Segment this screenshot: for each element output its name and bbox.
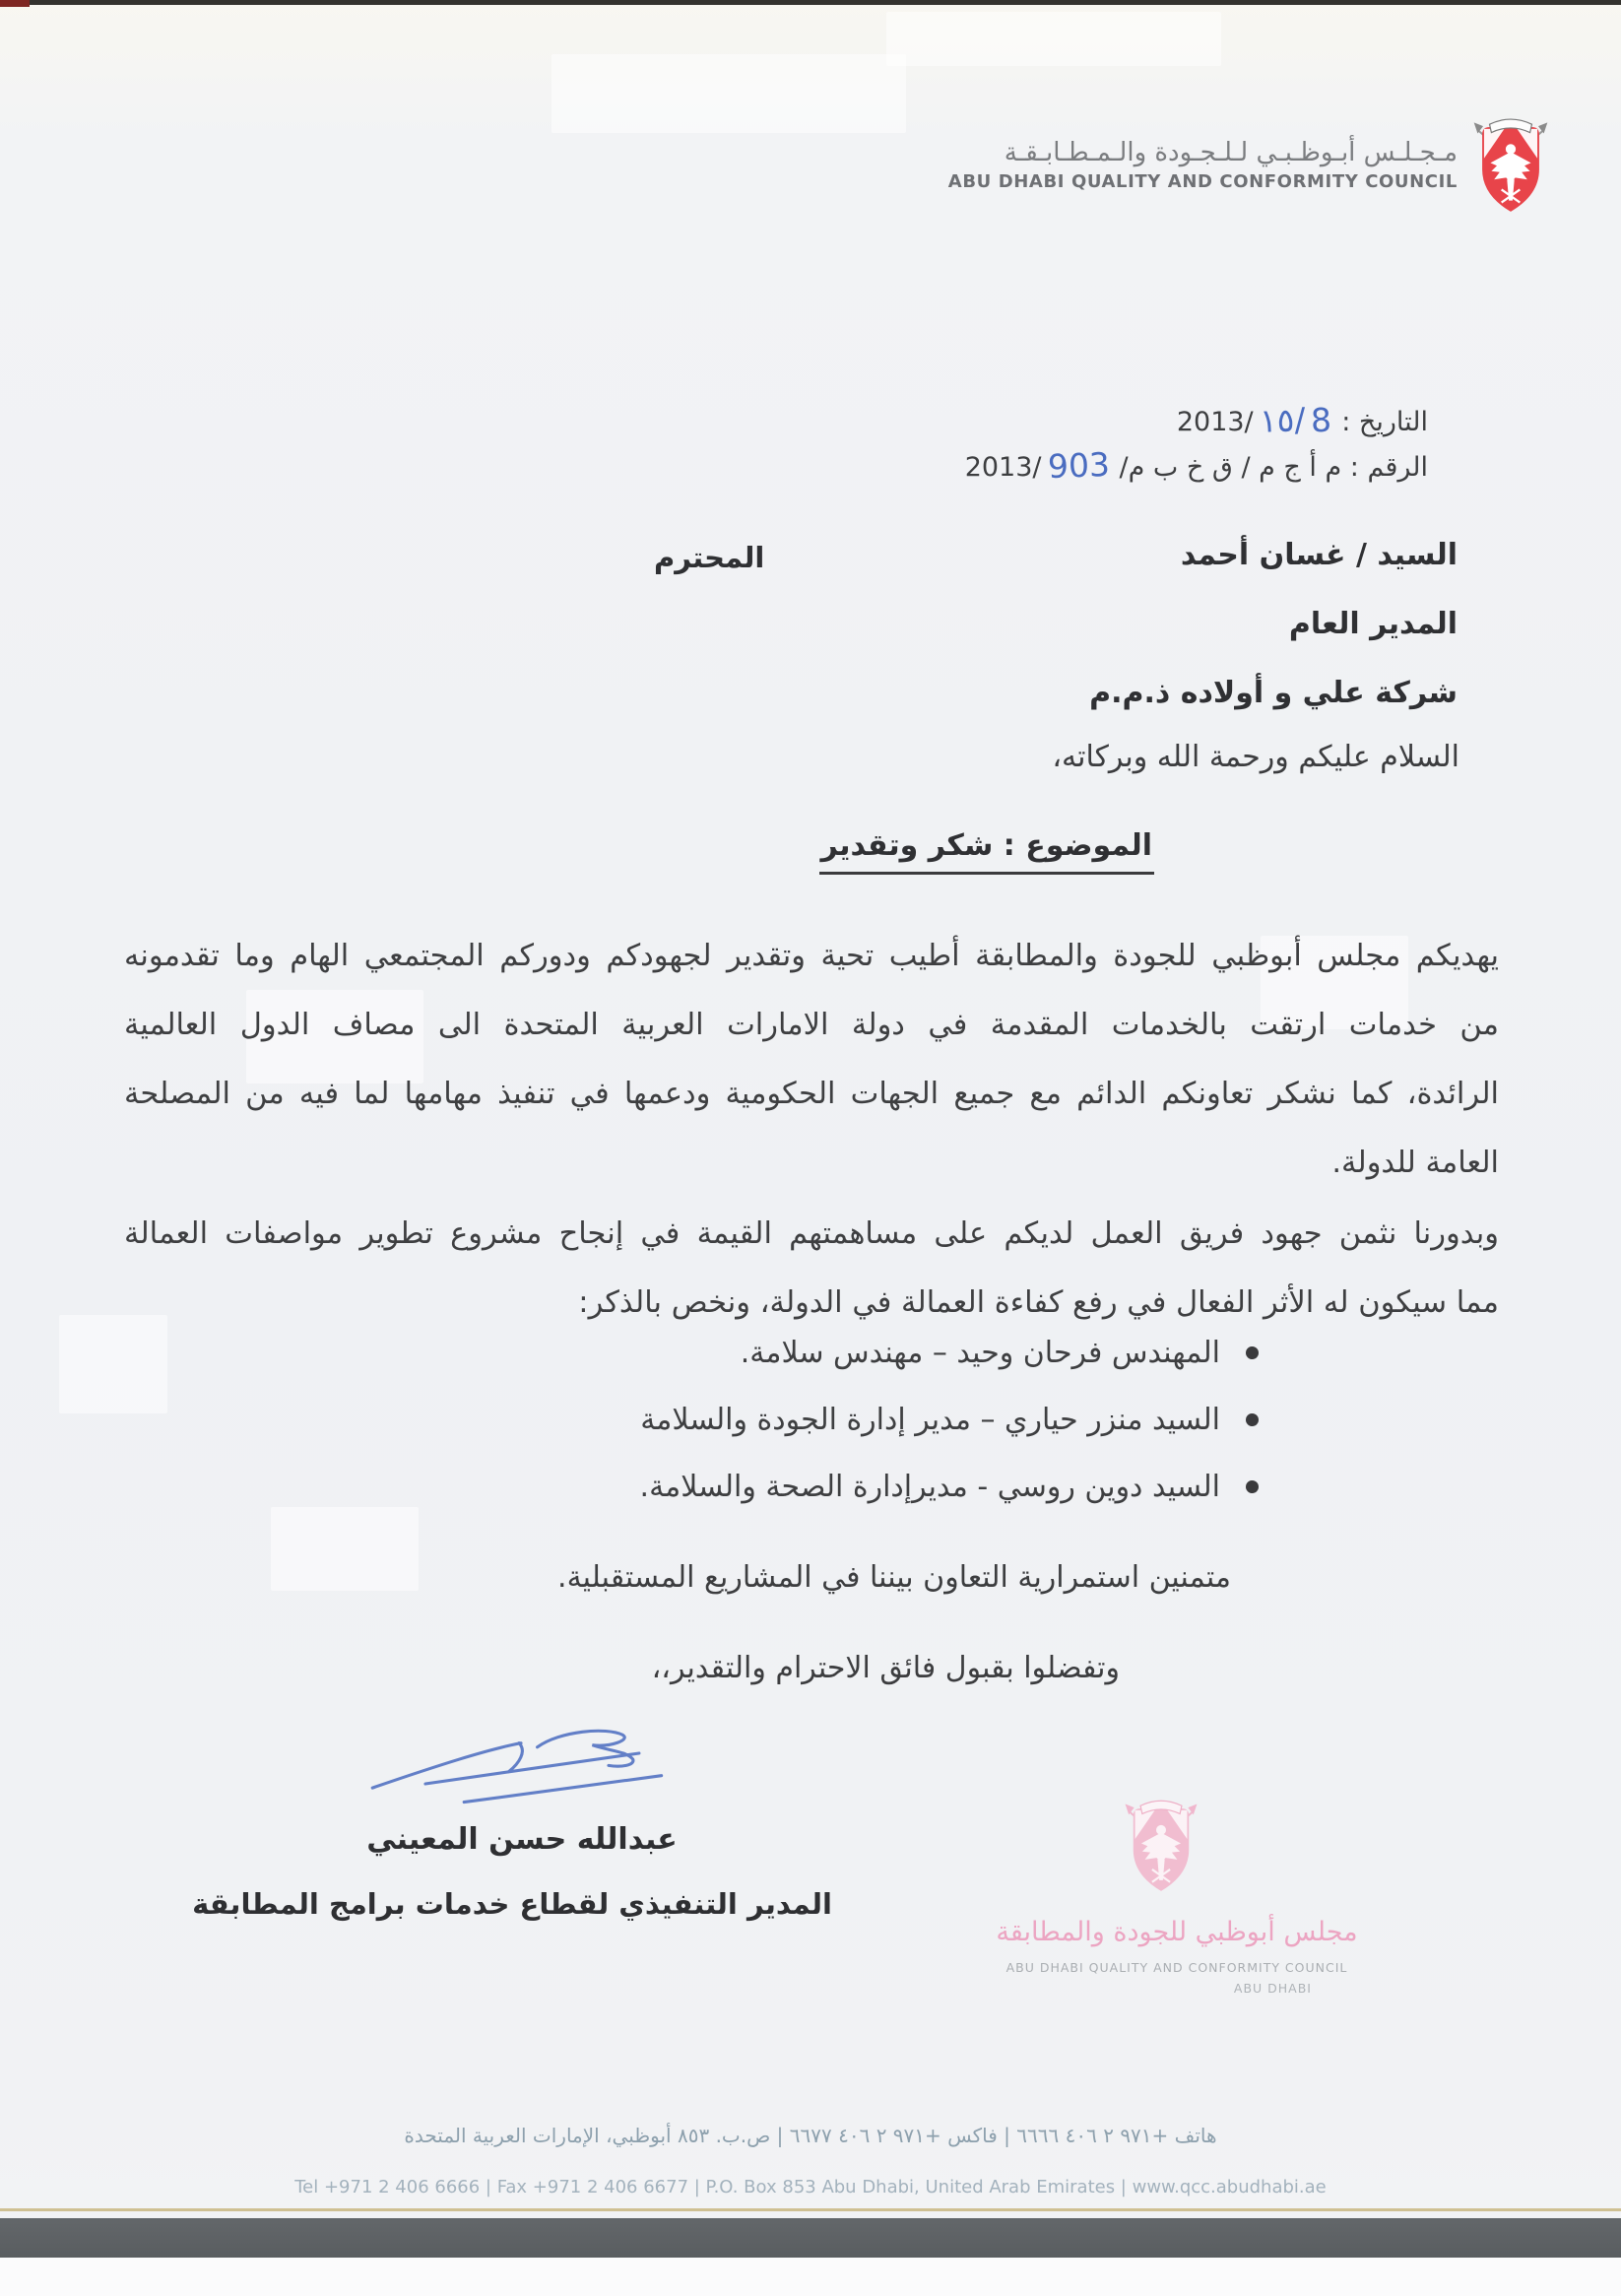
date-value: 2013/ ١٥/ 8 <box>1177 400 1331 445</box>
signer-name: عبدالله حسن المعيني <box>366 1822 678 1857</box>
stamp-org-english: ABU DHABI QUALITY AND CONFORMITY COUNCIL <box>1005 1960 1348 1975</box>
paragraph-1 <box>124 922 1499 1198</box>
scan-artifact <box>886 12 1221 66</box>
reference-label: الرقم : م أ ج م / ق خ ب م/ <box>1119 452 1428 483</box>
bullet-icon <box>1246 1346 1259 1359</box>
letter-meta <box>965 400 1428 491</box>
handwritten-ref-number: 903 <box>1046 444 1111 487</box>
stamp-city: ABU DHABI <box>1233 1981 1312 1996</box>
body-line: من خدمات ارتقت بالخدمات المقدمة في دولة الامارات العربية المتحدة الى مصاف الدول العالمية <box>124 1008 1499 1042</box>
date-label: التاريخ : <box>1341 407 1428 437</box>
scan-artifact <box>551 54 906 133</box>
list-item: المهندس فرحان وحيد – مهندس سلامة. <box>741 1336 1259 1370</box>
scan-artifact <box>271 1507 419 1591</box>
handwritten-day: 8 <box>1310 400 1332 440</box>
body-line: يهديكم مجلس أبوظبي للجودة والمطابقة أطيب تحية وتقدير لجهودكم ودوركم المجتمعي الهام وما تقدمونه <box>124 939 1499 973</box>
scan-corner-mark <box>0 0 30 7</box>
body-line: الرائدة، كما نشكر تعاونكم الدائم مع جميع الجهات الحكومية ودعمها في تنفيذ مهامها لما فيه من المصلحة <box>124 1077 1499 1111</box>
stamp-org-arabic: مجلس أبوظبي للجودة والمطابقة <box>996 1917 1358 1947</box>
scan-bottom-band <box>0 2218 1621 2258</box>
scan-below-page <box>0 2258 1621 2296</box>
recipient-name: السيد / غسان أحمد <box>1180 538 1458 572</box>
stamp-emblem-icon <box>1121 1791 1201 1907</box>
footer-contact-arabic: هاتف +٩٧١ ٢ ٤٠٦ ٦٦٦٦ | فاكس +٩٧١ ٢ ٤٠٦ ٦٦٧٧ | ص.ب. ٨٥٣ أبوظبي، الإمارات العربية المتحدة <box>404 2124 1217 2147</box>
closing-line-1: متمنين استمرارية التعاون بيننا في المشاريع المستقبلية. <box>557 1560 1231 1595</box>
subject-line: الموضوع : شكر وتقدير <box>819 828 1154 875</box>
paragraph-2 <box>124 1200 1499 1338</box>
bullet-icon <box>1246 1413 1259 1426</box>
bullet-icon <box>1246 1480 1259 1493</box>
letterhead <box>948 138 1458 192</box>
body-line: العامة للدولة. <box>1331 1146 1499 1180</box>
closing-line-2: وتفضلوا بقبول فائق الاحترام والتقدير،، <box>651 1651 1120 1685</box>
org-name-arabic: مـجـلـس أبـوظـبـي لـلـجـودة والـمـطـابـقـة <box>1004 138 1458 167</box>
body-line: وبدورنا نثمن جهود فريق العمل لديكم على مساهمتهم القيمة في إنجاح مشروع تطوير مواصفات العمالة <box>124 1216 1499 1251</box>
date-line <box>965 400 1428 445</box>
recipient-title: المدير العام <box>1288 607 1458 641</box>
scan-top-edge <box>0 0 1621 5</box>
signer-title: المدير التنفيذي لقطاع خدمات برامج المطابقة <box>192 1887 832 1921</box>
adqcc-emblem-icon <box>1469 108 1552 229</box>
list-item: السيد دوين روسي - مديرإدارة الصحة والسلامة. <box>640 1470 1259 1504</box>
recipient-company: شركة علي و أولاده ذ.م.م <box>1089 676 1458 710</box>
greeting-line: السلام عليكم ورحمة الله وبركاته، <box>1052 740 1459 774</box>
body-line: مما سيكون له الأثر الفعال في رفع كفاءة العمالة في الدولة، ونخص بالذكر: <box>578 1285 1499 1320</box>
signature-scribble <box>366 1720 672 1818</box>
reference-line <box>965 445 1428 491</box>
handwritten-month: ١٥/ <box>1258 400 1306 440</box>
recipient-honorific: المحترم <box>654 541 765 574</box>
footer-contact-english: Tel +971 2 406 6666 | Fax +971 2 406 6677 | P.O. Box 853 Abu Dhabi, United Arab Emirates | www.qcc.abudhabi.ae <box>294 2177 1327 2198</box>
reference-value: 2013/ 903 <box>965 445 1110 491</box>
list-item: السيد منزر حياري – مدير إدارة الجودة والسلامة <box>640 1403 1259 1437</box>
scan-tan-line <box>0 2208 1621 2211</box>
org-name-english: ABU DHABI QUALITY AND CONFORMITY COUNCIL <box>947 171 1458 192</box>
